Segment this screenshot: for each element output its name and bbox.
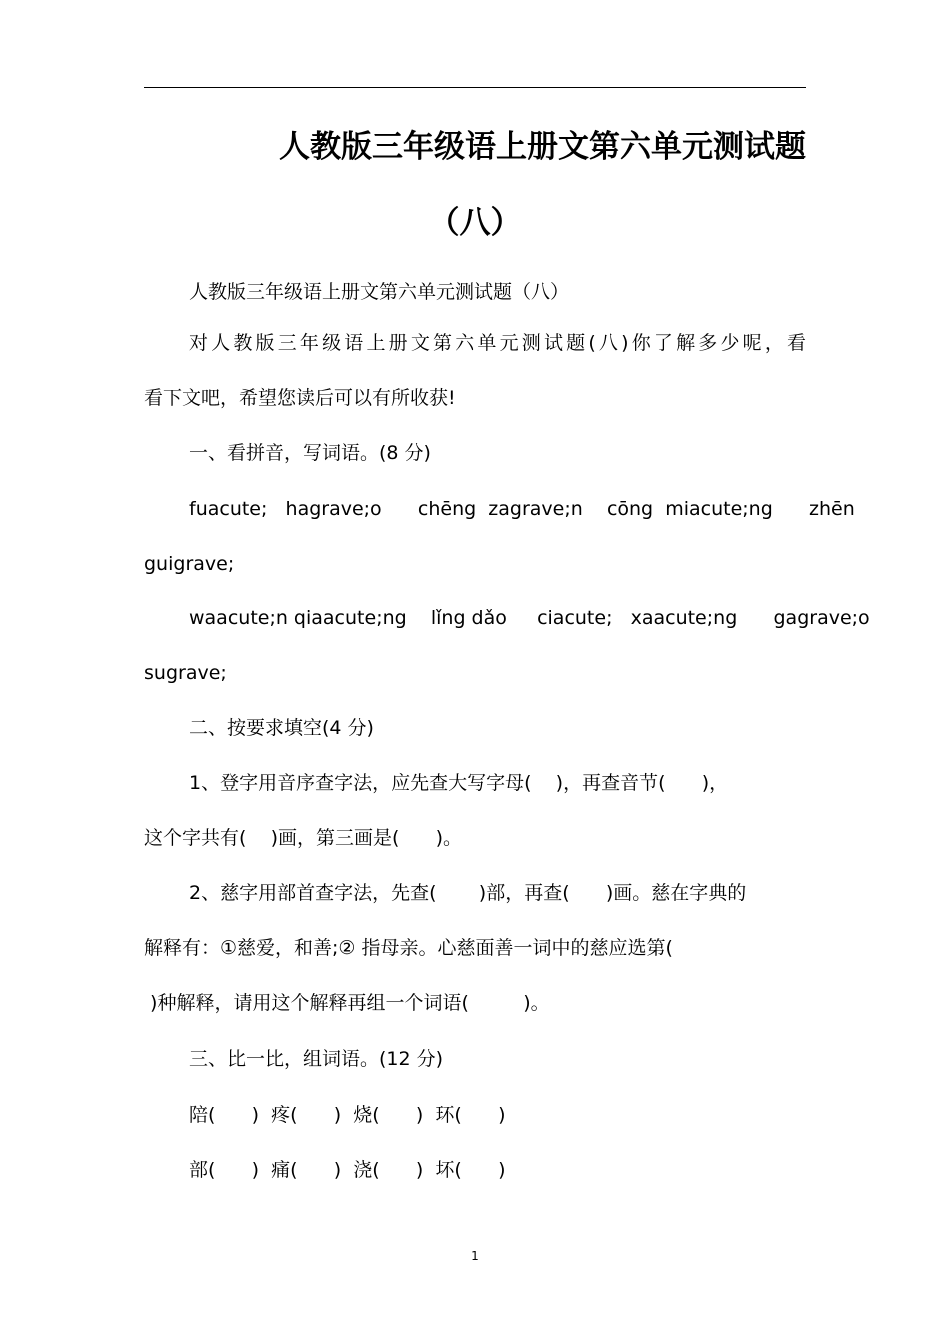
subtitle: 人教版三年级语上册文第六单元测试题（八）: [189, 281, 570, 303]
question-1-line-2: 这个字共有( )画，第三画是( )。: [144, 827, 463, 849]
question-2-line-1: 2、慈字用部首查字法，先查( )部，再查( )画。慈在字典的: [189, 882, 747, 904]
compare-row-1: 陪( ) 疼( ) 烧( ) 环( ): [189, 1104, 506, 1126]
intro-paragraph-line-1: 对人教版三年级语上册文第六单元测试题(八)你了解多少呢，看: [189, 332, 806, 354]
compare-row-2: 部( ) 痛( ) 浇( ) 坏( ): [189, 1159, 506, 1181]
section-2-heading: 二、按要求填空(4 分): [189, 717, 374, 739]
pinyin-row-2-wrap: sugrave;: [144, 662, 227, 684]
question-1-line-1: 1、登字用音序查字法，应先查大写字母( )，再查音节( )，: [189, 772, 729, 794]
page-number: 1: [471, 1249, 479, 1263]
question-2-line-2: 解释有：①慈爱，和善;② 指母亲。心慈面善一词中的慈应选第(: [144, 937, 673, 959]
pinyin-row-2: waacute;n qiaacute;ng lǐng dǎo ciacute; xaacute;ng gagrave;o: [189, 607, 870, 629]
document-title: 人教版三年级语上册文第六单元测试题: [279, 129, 806, 165]
pinyin-row-1: fuacute; hagrave;o chēng zagrave;n cōng miacute;ng zhēn: [189, 498, 855, 520]
intro-paragraph-line-2: 看下文吧，希望您读后可以有所收获!: [144, 387, 456, 409]
pinyin-row-1-wrap: guigrave;: [144, 553, 235, 575]
question-2-line-3: )种解释，请用这个解释再组一个词语( )。: [144, 992, 550, 1014]
section-3-heading: 三、比一比，组词语。(12 分): [189, 1048, 444, 1070]
header-rule: [144, 87, 806, 88]
document-title-suffix: （八）: [428, 205, 522, 241]
section-1-heading: 一、看拼音，写词语。(8 分): [189, 442, 431, 464]
